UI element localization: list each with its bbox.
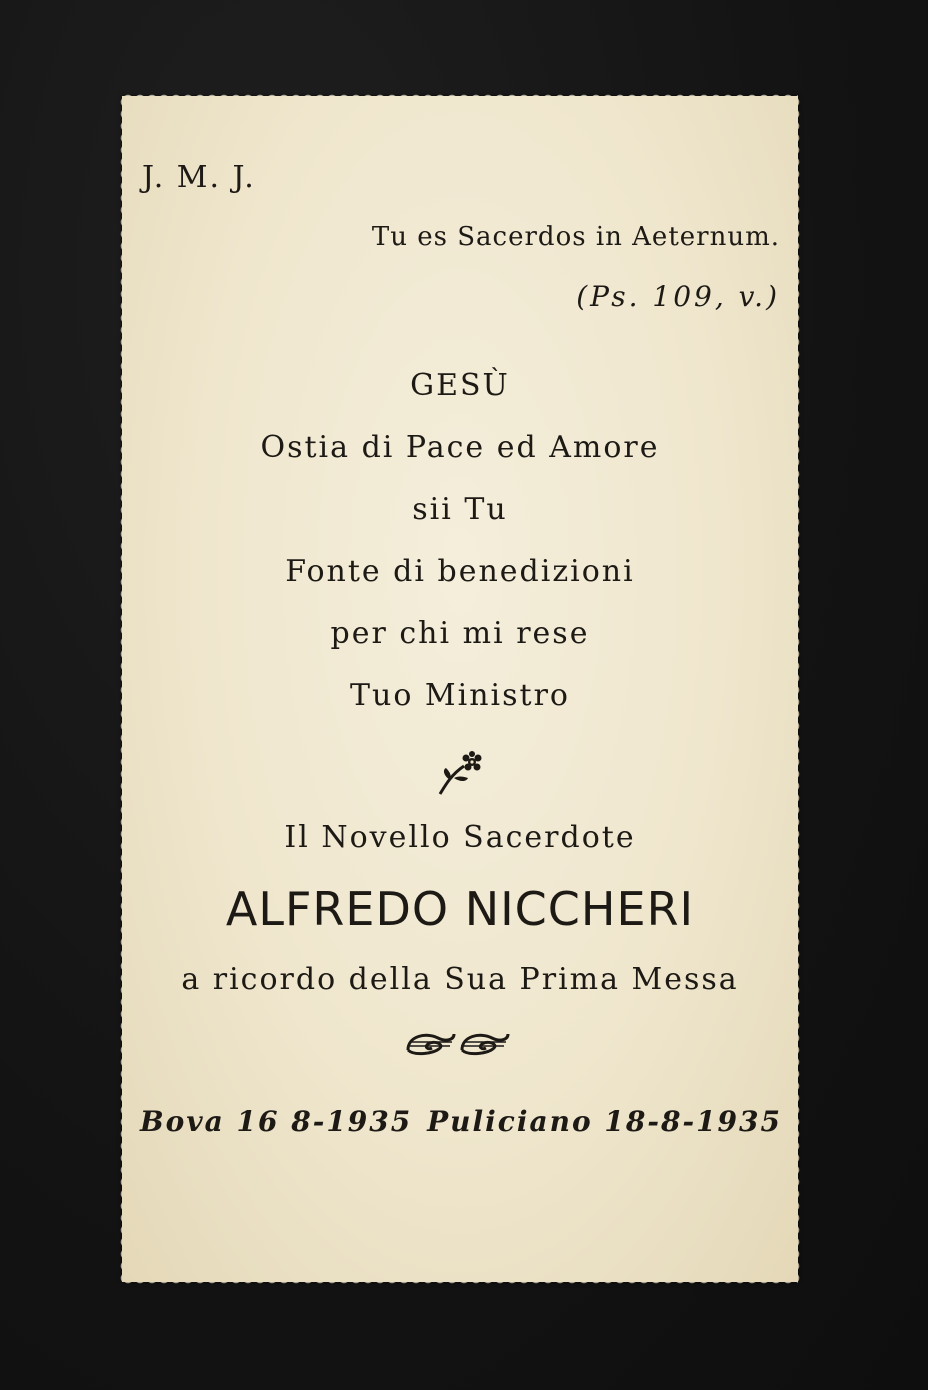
scroll-ornament-icon bbox=[404, 1028, 514, 1058]
date-right: Puliciano 18-8-1935 bbox=[427, 1105, 782, 1138]
dedication-line-4: Fonte di benedizioni bbox=[285, 554, 635, 589]
title-line: Il Novello Sacerdote bbox=[284, 820, 636, 855]
card-header: J. M. J. bbox=[142, 160, 256, 195]
psalm-reference: (Ps. 109, v.) bbox=[576, 280, 780, 313]
flower-ornament-icon bbox=[432, 748, 490, 798]
dedication-line-3: sii Tu bbox=[412, 492, 508, 527]
dedication-line-2: Ostia di Pace ed Amore bbox=[260, 430, 660, 465]
dedication-line-1: GESÙ bbox=[410, 368, 510, 403]
priest-name: ALFREDO NICCHERI bbox=[225, 882, 695, 936]
date-left: Bova 16 8-1935 bbox=[140, 1105, 413, 1138]
dedication-line-6: Tuo Ministro bbox=[349, 678, 570, 713]
dedication-line-5: per chi mi rese bbox=[330, 616, 590, 651]
motto: Tu es Sacerdos in Aeternum. bbox=[371, 222, 780, 252]
occasion-line: a ricordo della Sua Prima Messa bbox=[181, 962, 739, 997]
